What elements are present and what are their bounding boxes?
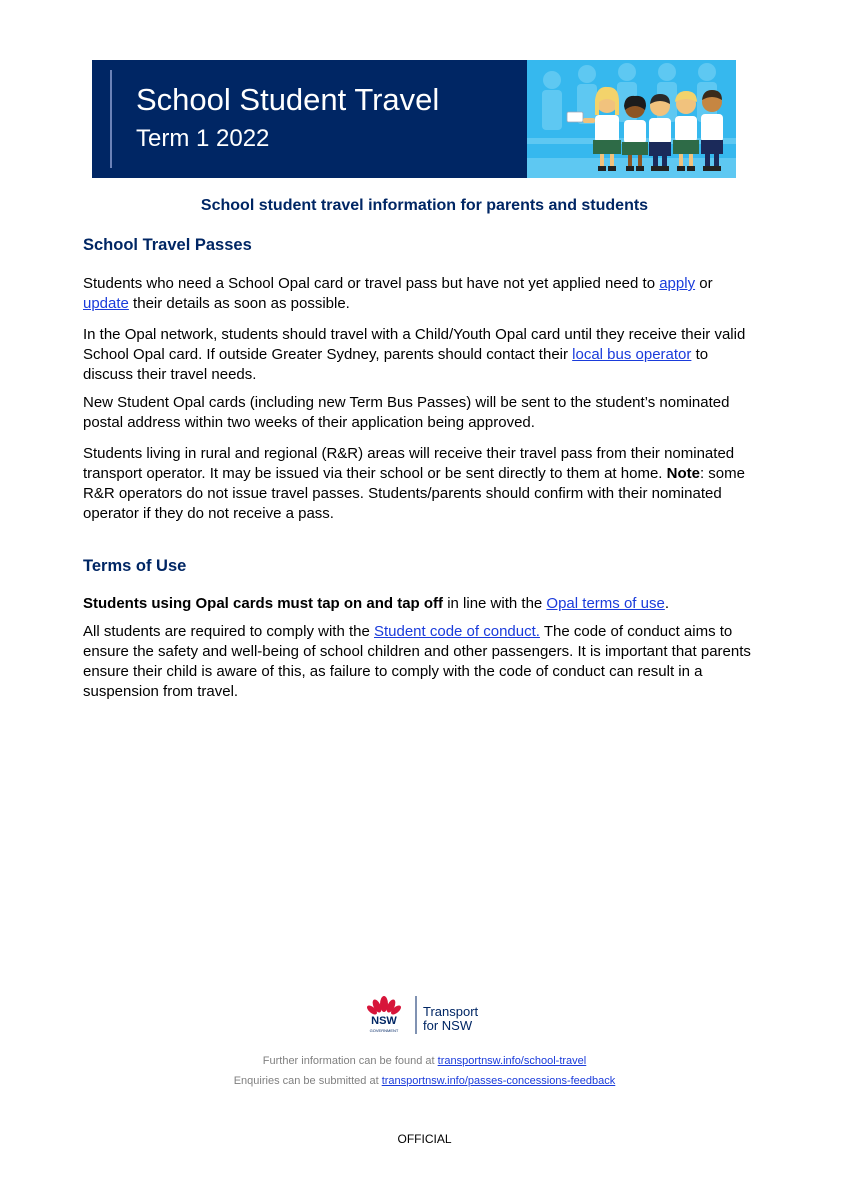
classification-label: OFFICIAL: [397, 1132, 452, 1146]
transport-for-nsw-wordmark: [423, 1005, 478, 1033]
footer-text: Further information can be found at: [262, 1055, 438, 1067]
government-wordmark: GOVERNMENT: [369, 1028, 399, 1033]
update-link[interactable]: update: [83, 295, 129, 312]
text-span: : some R&R operators do not issue travel passes. Students/parents should confirm with their nominated operator if they do not receive a pass.: [83, 465, 745, 522]
transport-wordmark-line1: Transport: [423, 1004, 479, 1019]
banner-divider: [110, 70, 112, 168]
apply-link[interactable]: apply: [659, 275, 696, 292]
header-banner: [92, 60, 736, 178]
paragraph-tap-on-off: [83, 594, 753, 614]
paragraph-rural-regional: [83, 444, 753, 524]
students-illustration: [527, 60, 736, 178]
students-illustration-icon: [527, 60, 736, 178]
paragraph-opal-network: [83, 325, 753, 385]
text-span: Students who need a School Opal card or travel pass but have not yet applied need to: [83, 275, 660, 292]
paragraph-code-of-conduct: [83, 622, 753, 702]
text-span: or: [695, 275, 713, 292]
footer-enquiries: [0, 1075, 849, 1087]
text-span: In the Opal network, students should travel with a Child/Youth Opal card until they receive their valid School Opal card. If outside Greater Sydney, parents should contact their: [83, 326, 746, 363]
feedback-link[interactable]: transportnsw.info/passes-concessions-feedback: [381, 1075, 616, 1087]
paragraph-apply-update: [83, 274, 753, 314]
opal-terms-link[interactable]: Opal terms of use: [546, 595, 665, 612]
banner-title: School Student Travel: [136, 82, 440, 117]
section-heading-terms-of-use: Terms of Use: [83, 557, 187, 575]
local-bus-operator-link[interactable]: local bus operator: [572, 346, 692, 363]
footer-text: Enquiries can be submitted at: [233, 1075, 382, 1087]
text-span: .: [664, 595, 669, 612]
banner-title-panel: [92, 60, 527, 178]
transport-wordmark-line2: for NSW: [423, 1018, 473, 1033]
text-span: All students are required to comply with the: [83, 623, 374, 640]
footer-further-info: [0, 1055, 849, 1067]
note-label: Note: [666, 465, 700, 482]
section-heading-school-travel-passes: School Travel Passes: [83, 236, 252, 254]
text-span: in line with the: [443, 595, 547, 612]
school-travel-link[interactable]: transportnsw.info/school-travel: [437, 1055, 587, 1067]
student-code-of-conduct-link[interactable]: Student code of conduct.: [373, 623, 540, 640]
nsw-wordmark: NSW: [371, 1015, 397, 1027]
text-span: their details as soon as possible.: [128, 295, 350, 312]
tap-on-off-bold: Students using Opal cards must tap on and tap off: [83, 595, 444, 612]
text-span: to discuss their travel needs.: [83, 346, 709, 383]
text-span: Students living in rural and regional (R&R) areas will receive their travel pass from their nominated transport operator. It may be issued via their school or be sent directly to them at home.: [83, 445, 735, 482]
banner-subtitle: Term 1 2022: [136, 125, 270, 152]
text-span: The code of conduct aims to ensure the safety and well-being of school children and other passengers. It is important that parents ensure their child is aware of this, as failure to comply with the code of conduct can result in a suspension from travel.: [83, 623, 751, 700]
paragraph-new-student-cards: New Student Opal cards (including new Term Bus Passes) will be sent to the student’s nominated postal address within two weeks of their application being approved.: [83, 394, 730, 431]
page-title: School student travel information for parents and students: [200, 197, 649, 214]
